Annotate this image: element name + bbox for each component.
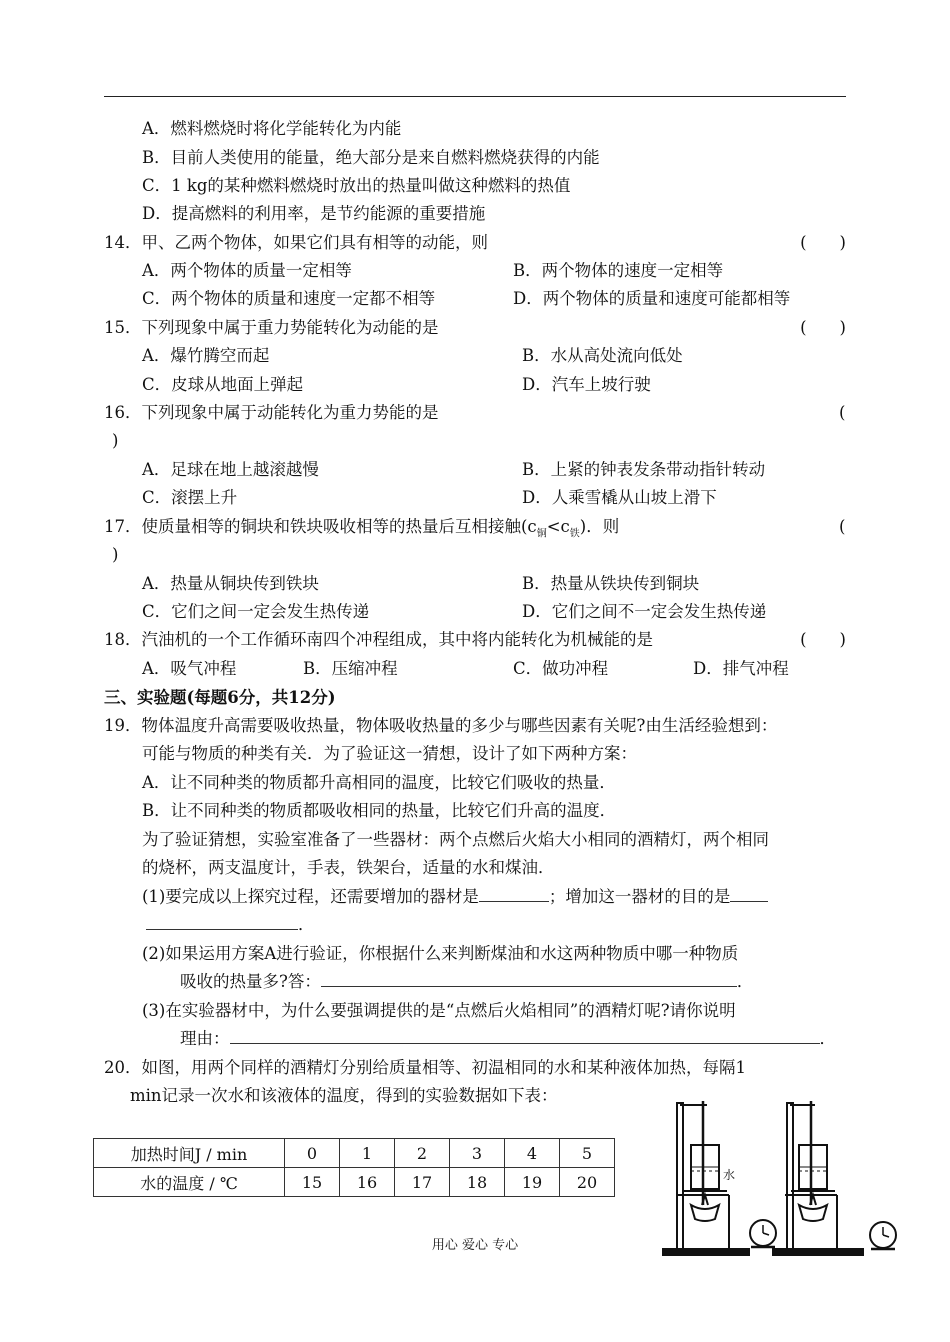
q13-option-b: B．目前人类使用的能量，绝大部分是来自燃料燃烧获得的内能 [142, 148, 600, 167]
q17-option-c: C．它们之间一定会发生热传递 [142, 602, 370, 621]
q14-option-a: A．两个物体的质量一定相等 [142, 261, 352, 280]
left-apparatus [663, 1101, 776, 1255]
q17-paren-close: ) [112, 545, 119, 564]
q16-paren-close: ) [112, 431, 119, 450]
right-apparatus [773, 1101, 896, 1255]
q14-answer-paren: ( ) [800, 233, 846, 252]
q15-option-c: C．皮球从地面上弹起 [142, 375, 304, 394]
q19-part-3-line-2: 理由： ． [180, 1029, 836, 1048]
table-cell: 17 [395, 1168, 450, 1197]
table-cell: 0 [285, 1139, 340, 1168]
q16-option-b: B．上紧的钟表发条带动指针转动 [522, 460, 766, 479]
q16-paren-open: ( [839, 403, 846, 422]
table-cell: 19 [505, 1168, 560, 1197]
data-table [93, 1138, 615, 1197]
q14-option-b: B．两个物体的速度一定相等 [513, 261, 724, 280]
q18-option-d: D．排气冲程 [693, 659, 789, 678]
table-cell: 16 [340, 1168, 395, 1197]
q20-line-2: min记录一次水和该液体的温度，得到的实验数据如下表： [130, 1086, 558, 1105]
q20-line-1: 20．如图，用两个同样的酒精灯分别给质量相等、初温相同的水和某种液体加热，每隔1 [104, 1058, 746, 1077]
table-row [94, 1139, 615, 1168]
table-cell: 15 [285, 1168, 340, 1197]
q17-option-d: D．它们之间不一定会发生热传递 [522, 602, 767, 621]
q13-option-c: C．1 kg的某种燃料燃烧时放出的热量叫做这种燃料的热值 [142, 176, 571, 195]
q19-plan-a: A．让不同种类的物质都升高相同的温度，比较它们吸收的热量． [142, 773, 616, 792]
q18-stem: 18．汽油机的一个工作循环南四个冲程组成，其中将内能转化为机械能的是 [104, 630, 653, 649]
q16-stem: 16．下列现象中属于动能转化为重力势能的是 [104, 403, 439, 422]
q17-paren-open: ( [839, 517, 846, 536]
table-header-cell: 水的温度 / ℃ [94, 1168, 285, 1197]
table-cell: 20 [560, 1168, 615, 1197]
table-cell: 4 [505, 1139, 560, 1168]
q19-part-2-line-1: (2)如果运用方案A进行验证，你根据什么来判断煤油和水这两种物质中哪一种物质 [142, 944, 739, 963]
q17-option-b: B．热量从铁块传到铜块 [522, 574, 700, 593]
q15-answer-paren: ( ) [800, 318, 846, 337]
q19-part-3-line-1: (3)在实验器材中，为什么要强调提供的是“点燃后火焰相同”的酒精灯呢?请你说明 [142, 1001, 736, 1020]
q15-option-a: A．爆竹腾空而起 [142, 346, 270, 365]
table-cell: 3 [450, 1139, 505, 1168]
q17-option-a: A．热量从铜块传到铁块 [142, 574, 319, 593]
answer-blank[interactable] [479, 887, 549, 902]
answer-blank[interactable] [730, 887, 768, 902]
page-footer: 用心 爱心 专心 [431, 1238, 519, 1253]
q19-plan-b: B．让不同种类的物质都吸收相同的热量，比较它们升高的温度． [142, 801, 617, 820]
q18-option-c: C．做功冲程 [513, 659, 609, 678]
q16-option-d: D．人乘雪橇从山坡上滑下 [522, 488, 717, 507]
table-cell: 18 [450, 1168, 505, 1197]
q13-option-a: A．燃料燃烧时将化学能转化为内能 [142, 119, 402, 138]
q18-option-a: A．吸气冲程 [142, 659, 237, 678]
q19-part-1: (1)要完成以上探究过程，还需要增加的器材是 ；增加这一器材的目的是 [142, 886, 768, 908]
q16-option-c: C．滚摆上升 [142, 488, 238, 507]
table-cell: 2 [395, 1139, 450, 1168]
answer-blank[interactable] [321, 972, 737, 987]
figure-label-water: 水 [723, 1168, 736, 1182]
q14-option-c: C．两个物体的质量和速度一定都不相等 [142, 289, 436, 308]
q17-stem: 17．使质量相等的铜块和铁块吸收相等的热量后互相接触$(c_铜<c_铁)$．则 [104, 517, 620, 540]
q19-line-6: 的烧杯，两支温度计，手表，铁架台，适量的水和煤油． [142, 858, 555, 877]
table-row [94, 1168, 615, 1197]
q19-part-2-line-2: 吸收的热量多?答： ． [180, 972, 754, 991]
q18-option-b: B．压缩冲程 [303, 659, 398, 678]
q15-option-d: D．汽车上坡行驶 [522, 375, 651, 394]
table-header-cell: 加热时间J / min [94, 1139, 285, 1168]
table-cell: 1 [340, 1139, 395, 1168]
q18-answer-paren: ( ) [800, 630, 846, 649]
q19-line-2: 可能与物质的种类有关．为了验证这一猜想，设计了如下两种方案： [142, 744, 637, 763]
q16-option-a: A．足球在地上越滚越慢 [142, 460, 319, 479]
table-cell: 5 [560, 1139, 615, 1168]
answer-blank[interactable] [146, 915, 298, 930]
q14-option-d: D．两个物体的质量和速度可能都相等 [513, 289, 791, 308]
q19-line-5: 为了验证猜想，实验室准备了一些器材：两个点燃后火焰大小相同的酒精灯，两个相同 [142, 830, 769, 849]
header-rule [104, 96, 846, 97]
q19-part-1-cont: ． [146, 914, 315, 936]
answer-blank[interactable] [230, 1029, 820, 1044]
q13-option-d: D．提高燃料的利用率，是节约能源的重要措施 [142, 204, 486, 223]
q19-line-1: 19．物体温度升高需要吸收热量，物体吸收热量的多少与哪些因素有关呢?由生活经验想到： [104, 716, 778, 735]
section-heading: 三、实验题(每题6分，共12分) [104, 688, 336, 707]
q14-stem: 14．甲、乙两个物体，如果它们具有相等的动能，则 [104, 233, 488, 252]
q15-stem: 15．下列现象中属于重力势能转化为动能的是 [104, 318, 439, 337]
q15-option-b: B．水从高处流向低处 [522, 346, 683, 365]
